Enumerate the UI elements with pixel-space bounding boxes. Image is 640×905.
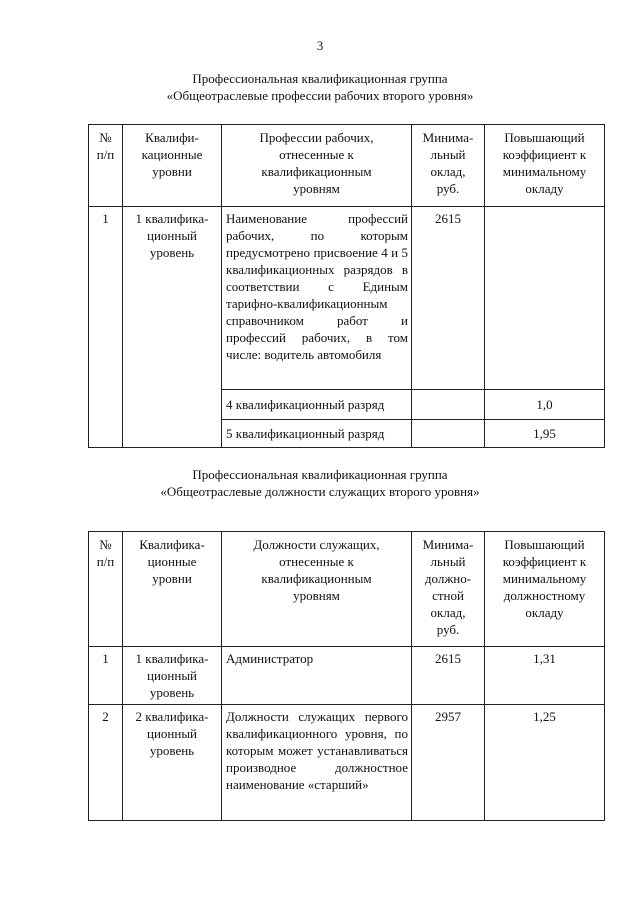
group2-heading [0,466,640,500]
row-description: Наименование профессий рабочих, по которым предусмотрено присвоение 4 и 5 квалификационных разрядов в соответствии с Единым тарифно-квалификационным справочником работ и профессий рабочих, в том числе: водитель автомобиля [222,207,412,390]
group2-title-line2: «Общеотраслевые должности служащих второго уровня» [160,484,480,499]
sub-row-salary-empty [412,390,485,420]
sub-row-name: 5 квалификационный разряд [222,420,412,448]
header-salary: Минима-льный должно-стной оклад, руб. [412,532,485,647]
row-num: 2 [89,705,123,821]
group2-header-row [89,532,605,647]
row-salary: 2615 [412,647,485,705]
table-row [89,207,605,390]
group1-title-line2: «Общеотраслевые профессии рабочих второго уровня» [166,88,474,103]
header-level: Квалифика-ционные уровни [123,532,222,647]
header-professions: Профессии рабочих, отнесенные к квалификационным уровням [222,125,412,207]
row-position: Должности служащих первого квалификационного уровня, по которым может устанавливаться производное должностное наименование «старший» [222,705,412,821]
table-row [89,647,605,705]
row-num: 1 [89,207,123,448]
table-row [89,705,605,821]
header-level: Квалифи-кационные уровни [123,125,222,207]
group2-table [88,531,605,821]
row-coef-empty [485,207,605,390]
row-level: 1 квалифика-ционный уровень [123,647,222,705]
row-position: Администратор [222,647,412,705]
header-num: № п/п [89,125,123,207]
group1-heading [0,70,640,104]
header-coef: Повышающий коэффициент к минимальному окладу [485,125,605,207]
sub-row-coef: 1,95 [485,420,605,448]
row-salary: 2957 [412,705,485,821]
row-level: 1 квалифика-ционный уровень [123,207,222,448]
group2-title-line1: Профессиональная квалификационная группа [192,467,448,482]
row-level: 2 квалифика-ционный уровень [123,705,222,821]
page-number: 3 [316,38,324,53]
row-coef: 1,25 [485,705,605,821]
header-salary: Минима-льный оклад, руб. [412,125,485,207]
header-coef: Повышающий коэффициент к минимальному должностному окладу [485,532,605,647]
group1-table [88,124,605,448]
sub-row-name: 4 квалификационный разряд [222,390,412,420]
group1-header-row [89,125,605,207]
group1-title-line1: Профессиональная квалификационная группа [192,71,448,86]
row-coef: 1,31 [485,647,605,705]
header-num: № п/п [89,532,123,647]
sub-row-salary-empty [412,420,485,448]
header-positions: Должности служащих, отнесенные к квалификационным уровням [222,532,412,647]
sub-row-coef: 1,0 [485,390,605,420]
row-num: 1 [89,647,123,705]
row-salary: 2615 [412,207,485,390]
